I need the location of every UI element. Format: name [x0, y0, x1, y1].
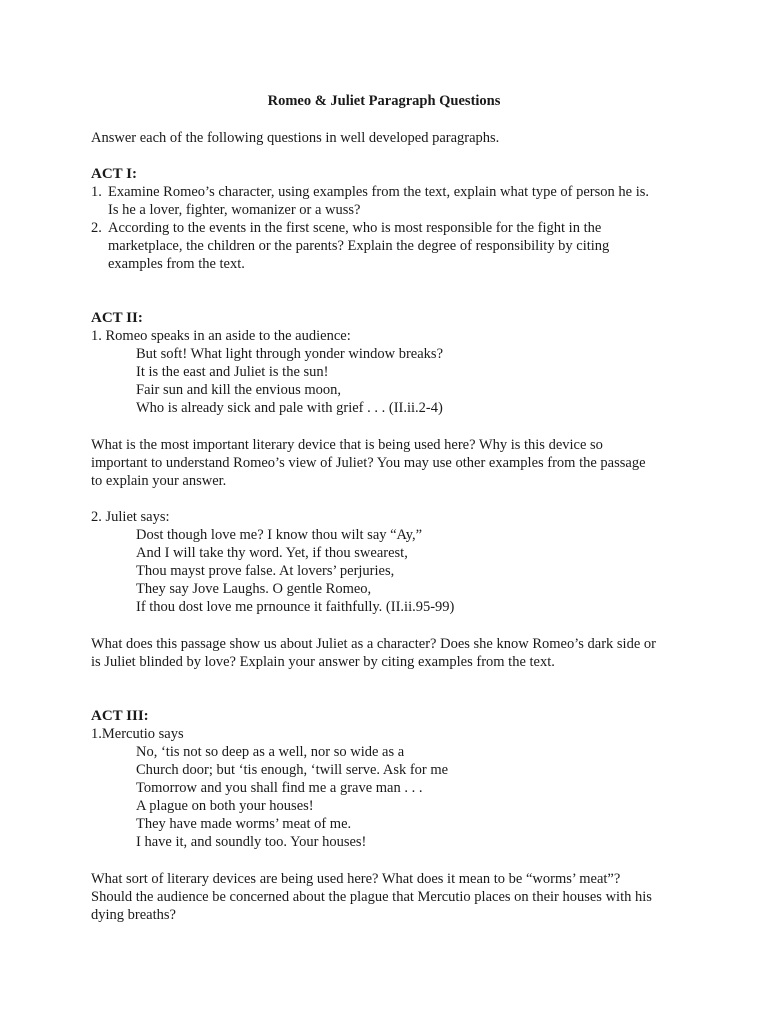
question-paragraph-line: important to understand Romeo’s view of Juliet? You may use other examples from the passage [91, 455, 646, 471]
act-1-question-1 [91, 183, 649, 201]
question-paragraph-line: What does this passage show us about Juliet as a character? Does she know Romeo’s dark side or [91, 636, 656, 652]
act-1-heading: ACT I: [91, 166, 137, 182]
quote-line: If thou dost love me prnounce it faithfully. (II.ii.95-99) [136, 599, 455, 615]
question-line: marketplace, the children or the parents? Explain the degree of responsibility by citing [108, 238, 610, 254]
question-paragraph-line: is Juliet blinded by love? Explain your answer by citing examples from the text. [91, 654, 555, 670]
quote-line: It is the east and Juliet is the sun! [136, 364, 329, 380]
quote-line: Church door; but ‘tis enough, ‘twill serve. Ask for me [136, 762, 449, 778]
quote-line: Who is already sick and pale with grief . . . (II.ii.2-4) [136, 400, 443, 416]
act-2-question-2-intro: 2. Juliet says: [91, 509, 170, 525]
act-3-question-1-intro: 1.Mercutio says [91, 726, 184, 742]
quote-line: Thou mayst prove false. At lovers’ perjuries, [136, 563, 395, 579]
quote-line: Fair sun and kill the envious moon, [136, 382, 341, 398]
question-paragraph-line: Should the audience be concerned about the plague that Mercutio places on their houses with his [91, 889, 652, 905]
question-line: Examine Romeo’s character, using examples from the text, explain what type of person he is. [108, 184, 649, 200]
question-line: Is he a lover, fighter, womanizer or a wuss? [108, 202, 361, 218]
question-paragraph-line: to explain your answer. [91, 473, 227, 489]
question-line: examples from the text. [108, 256, 245, 272]
quote-line: Dost though love me? I know thou wilt say “Ay,” [136, 527, 423, 543]
quote-line: A plague on both your houses! [136, 798, 314, 814]
quote-line: They have made worms’ meat of me. [136, 816, 352, 832]
quote-line: They say Jove Laughs. O gentle Romeo, [136, 581, 372, 597]
question-paragraph-line: dying breaths? [91, 907, 176, 923]
question-line: According to the events in the first scene, who is most responsible for the fight in the [108, 220, 602, 236]
quote-line: No, ‘tis not so deep as a well, nor so wide as a [136, 744, 405, 760]
document-title: Romeo & Juliet Paragraph Questions [267, 93, 501, 109]
instructions-text: Answer each of the following questions in well developed paragraphs. [91, 130, 500, 146]
act-1-question-2 [91, 219, 601, 237]
question-number: 2. [91, 220, 102, 236]
question-paragraph-line: What is the most important literary device that is being used here? Why is this device so [91, 437, 603, 453]
quote-line: But soft! What light through yonder window breaks? [136, 346, 443, 362]
act-3-heading: ACT III: [91, 708, 149, 724]
act-2-question-1-intro: 1. Romeo speaks in an aside to the audience: [91, 328, 351, 344]
quote-line: And I will take thy word. Yet, if thou swearest, [136, 545, 408, 561]
quote-line: I have it, and soundly too. Your houses! [136, 834, 367, 850]
question-paragraph-line: What sort of literary devices are being used here? What does it mean to be “worms’ meat”? [91, 871, 621, 887]
question-number: 1. [91, 184, 102, 200]
quote-line: Tomorrow and you shall find me a grave man . . . [136, 780, 423, 796]
act-2-heading: ACT II: [91, 310, 143, 326]
